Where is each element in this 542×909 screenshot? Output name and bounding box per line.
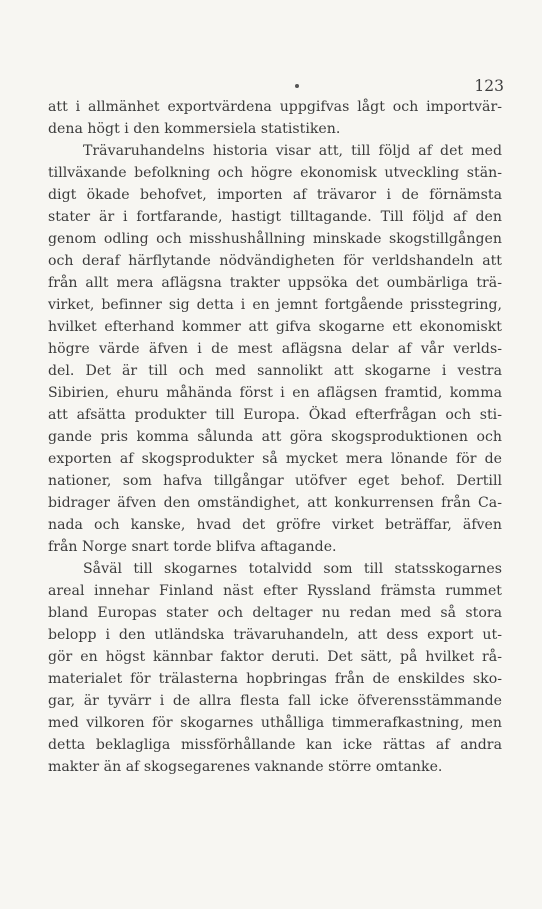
text-line: med vilkoren för skogarnes uthålliga timmerafkastning, men: [48, 715, 502, 731]
text-line: stater är i fortfarande, hastigt tilltagande. Till följd af den: [48, 209, 502, 225]
text-line: exporten af skogsprodukter så mycket mera lönande för de: [48, 451, 502, 467]
text-line: hvilket efterhand kommer att gifva skogarne ett ekonomiskt: [48, 319, 502, 335]
text-line: bidrager äfven den omständighet, att konkurrensen från Ca-: [48, 495, 502, 511]
text-line: nada och kanske, hvad det gröfre virket beträffar, äfven: [48, 517, 502, 533]
text-line: del. Det är till och med sannolikt att skogarne i vestra: [48, 363, 502, 379]
text-line: att afsätta produkter till Europa. Ökad efterfrågan och sti-: [48, 407, 502, 423]
text-line: gar, är tyvärr i de allra flesta fall icke öfverensstämmande: [48, 693, 502, 709]
text-line: gande pris komma sålunda att göra skogsproduktionen och: [48, 429, 502, 445]
text-line: belopp i den utländska trävaruhandeln, att dess export ut-: [48, 627, 502, 643]
print-speck: [295, 84, 299, 88]
text-line: från allt mera aflägsna trakter uppsöka det oumbärliga trä-: [48, 275, 502, 291]
text-line: Trävaruhandelns historia visar att, till följd af det med: [83, 143, 502, 159]
text-line: detta beklagliga missförhållande kan icke rättas af andra: [48, 737, 502, 753]
text-line: Sibirien, ehuru måhända först i en aflägsen framtid, komma: [48, 385, 502, 401]
text-line: areal innehar Finland näst efter Ryssland främsta rummet: [48, 583, 502, 599]
text-line: att i allmänhet exportvärdena uppgifvas lågt och importvär-: [48, 99, 502, 115]
text-line: högre värde äfven i de mest aflägsna delar af vår verlds-: [48, 341, 502, 357]
text-line: nationer, som hafva tillgångar utöfver eget behof. Dertill: [48, 473, 502, 489]
text-line: tillväxande befolkning och högre ekonomisk utveckling stän-: [48, 165, 502, 181]
text-line: digt ökade behofvet, importen af trävaror i de förnämsta: [48, 187, 502, 203]
text-line: dena högt i den kommersiela statistiken.: [48, 121, 341, 137]
text-line: gör en högst kännbar faktor deruti. Det sätt, på hvilket rå-: [48, 649, 502, 665]
page-number: 123: [474, 77, 504, 95]
text-line: och deraf härflytande nödvändigheten för verldshandeln att: [48, 253, 502, 269]
text-line: genom odling och misshushållning minskade skogstillgången: [48, 231, 502, 247]
text-line: virket, befinner sig detta i en jemnt fortgående prisstegring,: [48, 297, 502, 313]
text-line: från Norge snart torde blifva aftagande.: [48, 539, 337, 555]
text-line: materialet för trälasterna hopbringas från de enskildes sko-: [48, 671, 502, 687]
text-line: Såväl till skogarnes totalvidd som till statsskogarnes: [83, 561, 502, 577]
text-line: makter än af skogsegarenes vaknande större omtanke.: [48, 759, 443, 775]
text-line: bland Europas stater och deltager nu redan med så stora: [48, 605, 502, 621]
